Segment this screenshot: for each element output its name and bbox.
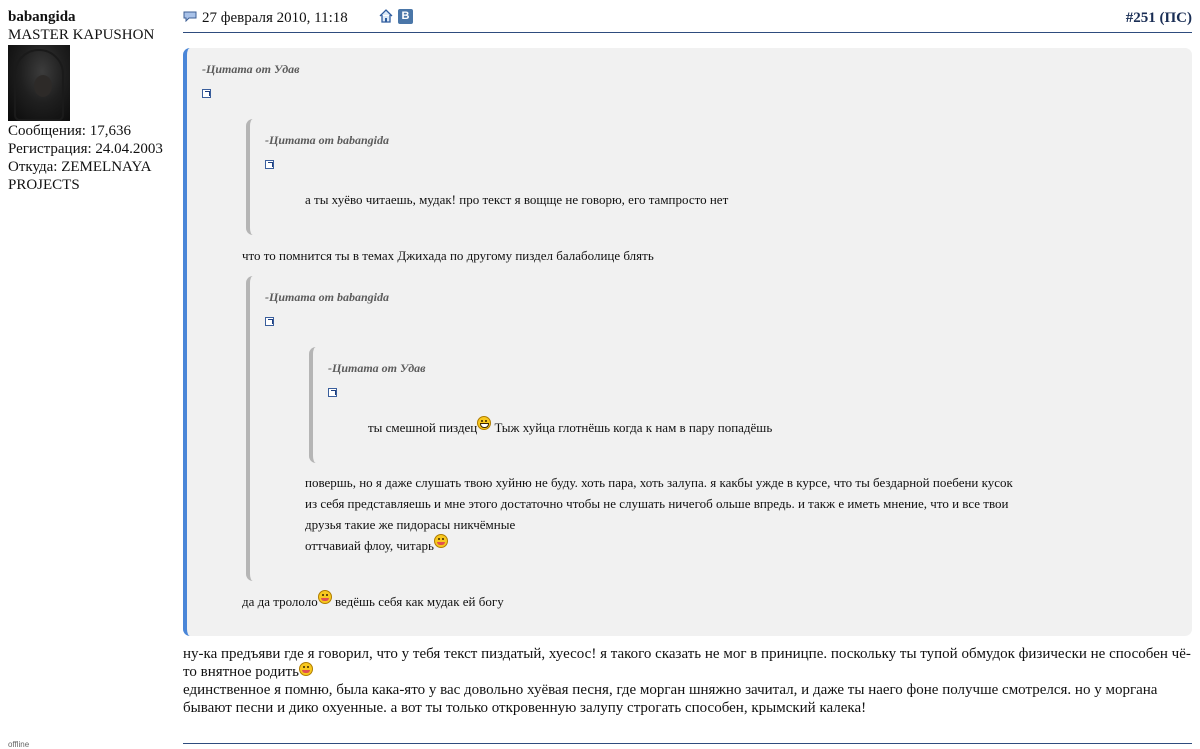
quote-text-part: ты смешной пиздец [368,420,478,435]
tongue-smiley-icon [318,590,332,604]
grin-smiley-icon [477,416,491,430]
online-status: offline [8,740,30,749]
user-location: Откуда: ZEMELNAYA PROJECTS [8,159,151,193]
user-info [8,8,178,194]
jump-to-quote-icon[interactable] [265,160,274,169]
user-registered: Регистрация: 24.04.2003 [8,141,163,157]
post-divider [183,743,1192,744]
quote-text [242,591,504,612]
tongue-smiley-icon [434,534,448,548]
avatar[interactable] [8,45,70,121]
quote-text-part: да да трололо [242,594,318,609]
jump-to-quote-icon[interactable] [328,388,337,397]
quote-outer [183,48,1192,636]
user-messages: Сообщения: 17,636 [8,123,131,139]
post-body-text: ну-ка предъяви где я говорил, что у тебя текст пиздатый, хуесос! я такого сказать не мог в приницпе. поскольку ты тупой обмудок физически не способен чё-то внятное родить [183,646,1191,680]
quote-text: повершь, но я даже слушать твою хуйню не буду. хоть пара, хоть залупа. я какбы ужде в курсе, что ты бездарной поебени кусок [305,475,1013,490]
quote-text [305,535,448,556]
tongue-smiley-icon [299,662,313,676]
post-number-label[interactable]: #251 [1125,10,1156,26]
quote-author: -Цитата от babangida [265,290,390,304]
quote-author: -Цитата от Удав [328,361,426,375]
vk-icon[interactable]: В [398,9,413,24]
post [183,8,1192,716]
quote-text: из себя представляешь и мне этого достаточно чтобы не слушать ничегоб ольше впредь. и такж е иметь мнение, что и все твои [305,496,1009,511]
post-icon [183,11,197,22]
quote-text-part: оттчавиай флоу, читарь [305,538,434,553]
quote-deep [309,347,1086,463]
post-body-line: единственное я помню, была кака-ято у вас довольно хуёвая песня, где морган шняжно зачитал, и даже ты наего фоне получше смотрелся. но у моргана бывают песни и дико охуенные. а вот ты только откровенную залупу строгать способен, крымский калека! [183,682,1158,716]
quote-text [368,417,772,438]
user-title: MASTER KAPUSHON [8,27,155,43]
private-message-link[interactable]: (ПС) [1159,10,1192,26]
post-number[interactable] [1126,10,1192,27]
quote-inner-2 [246,276,1141,581]
quote-text-part: Тыж хуйца глотнёшь когда к нам в пару попадёшь [491,420,773,435]
quote-text-part: ведёшь себя как мудак ей богу [331,594,504,609]
quote-inner-1 [246,119,1141,235]
quote-text: а ты хуёво читаешь, мудак! про текст я вощще не говорю, его тампросто нет [305,192,729,207]
username[interactable]: babangida [8,9,76,25]
home-icon[interactable] [379,9,393,23]
quote-text: друзья такие же пидорасы никчёмные [305,517,516,532]
post-date: 27 февраля 2010, 11:18 [202,10,348,26]
post-body-line [183,645,1192,681]
quote-author: -Цитата от Удав [202,62,300,76]
jump-to-quote-icon[interactable] [265,317,274,326]
quote-text: что то помнится ты в темах Джихада по другому пиздел балаболице блять [242,248,654,263]
quote-author: -Цитата от babangida [265,133,390,147]
post-body [183,645,1192,717]
jump-to-quote-icon[interactable] [202,89,211,98]
post-header [183,8,1192,33]
